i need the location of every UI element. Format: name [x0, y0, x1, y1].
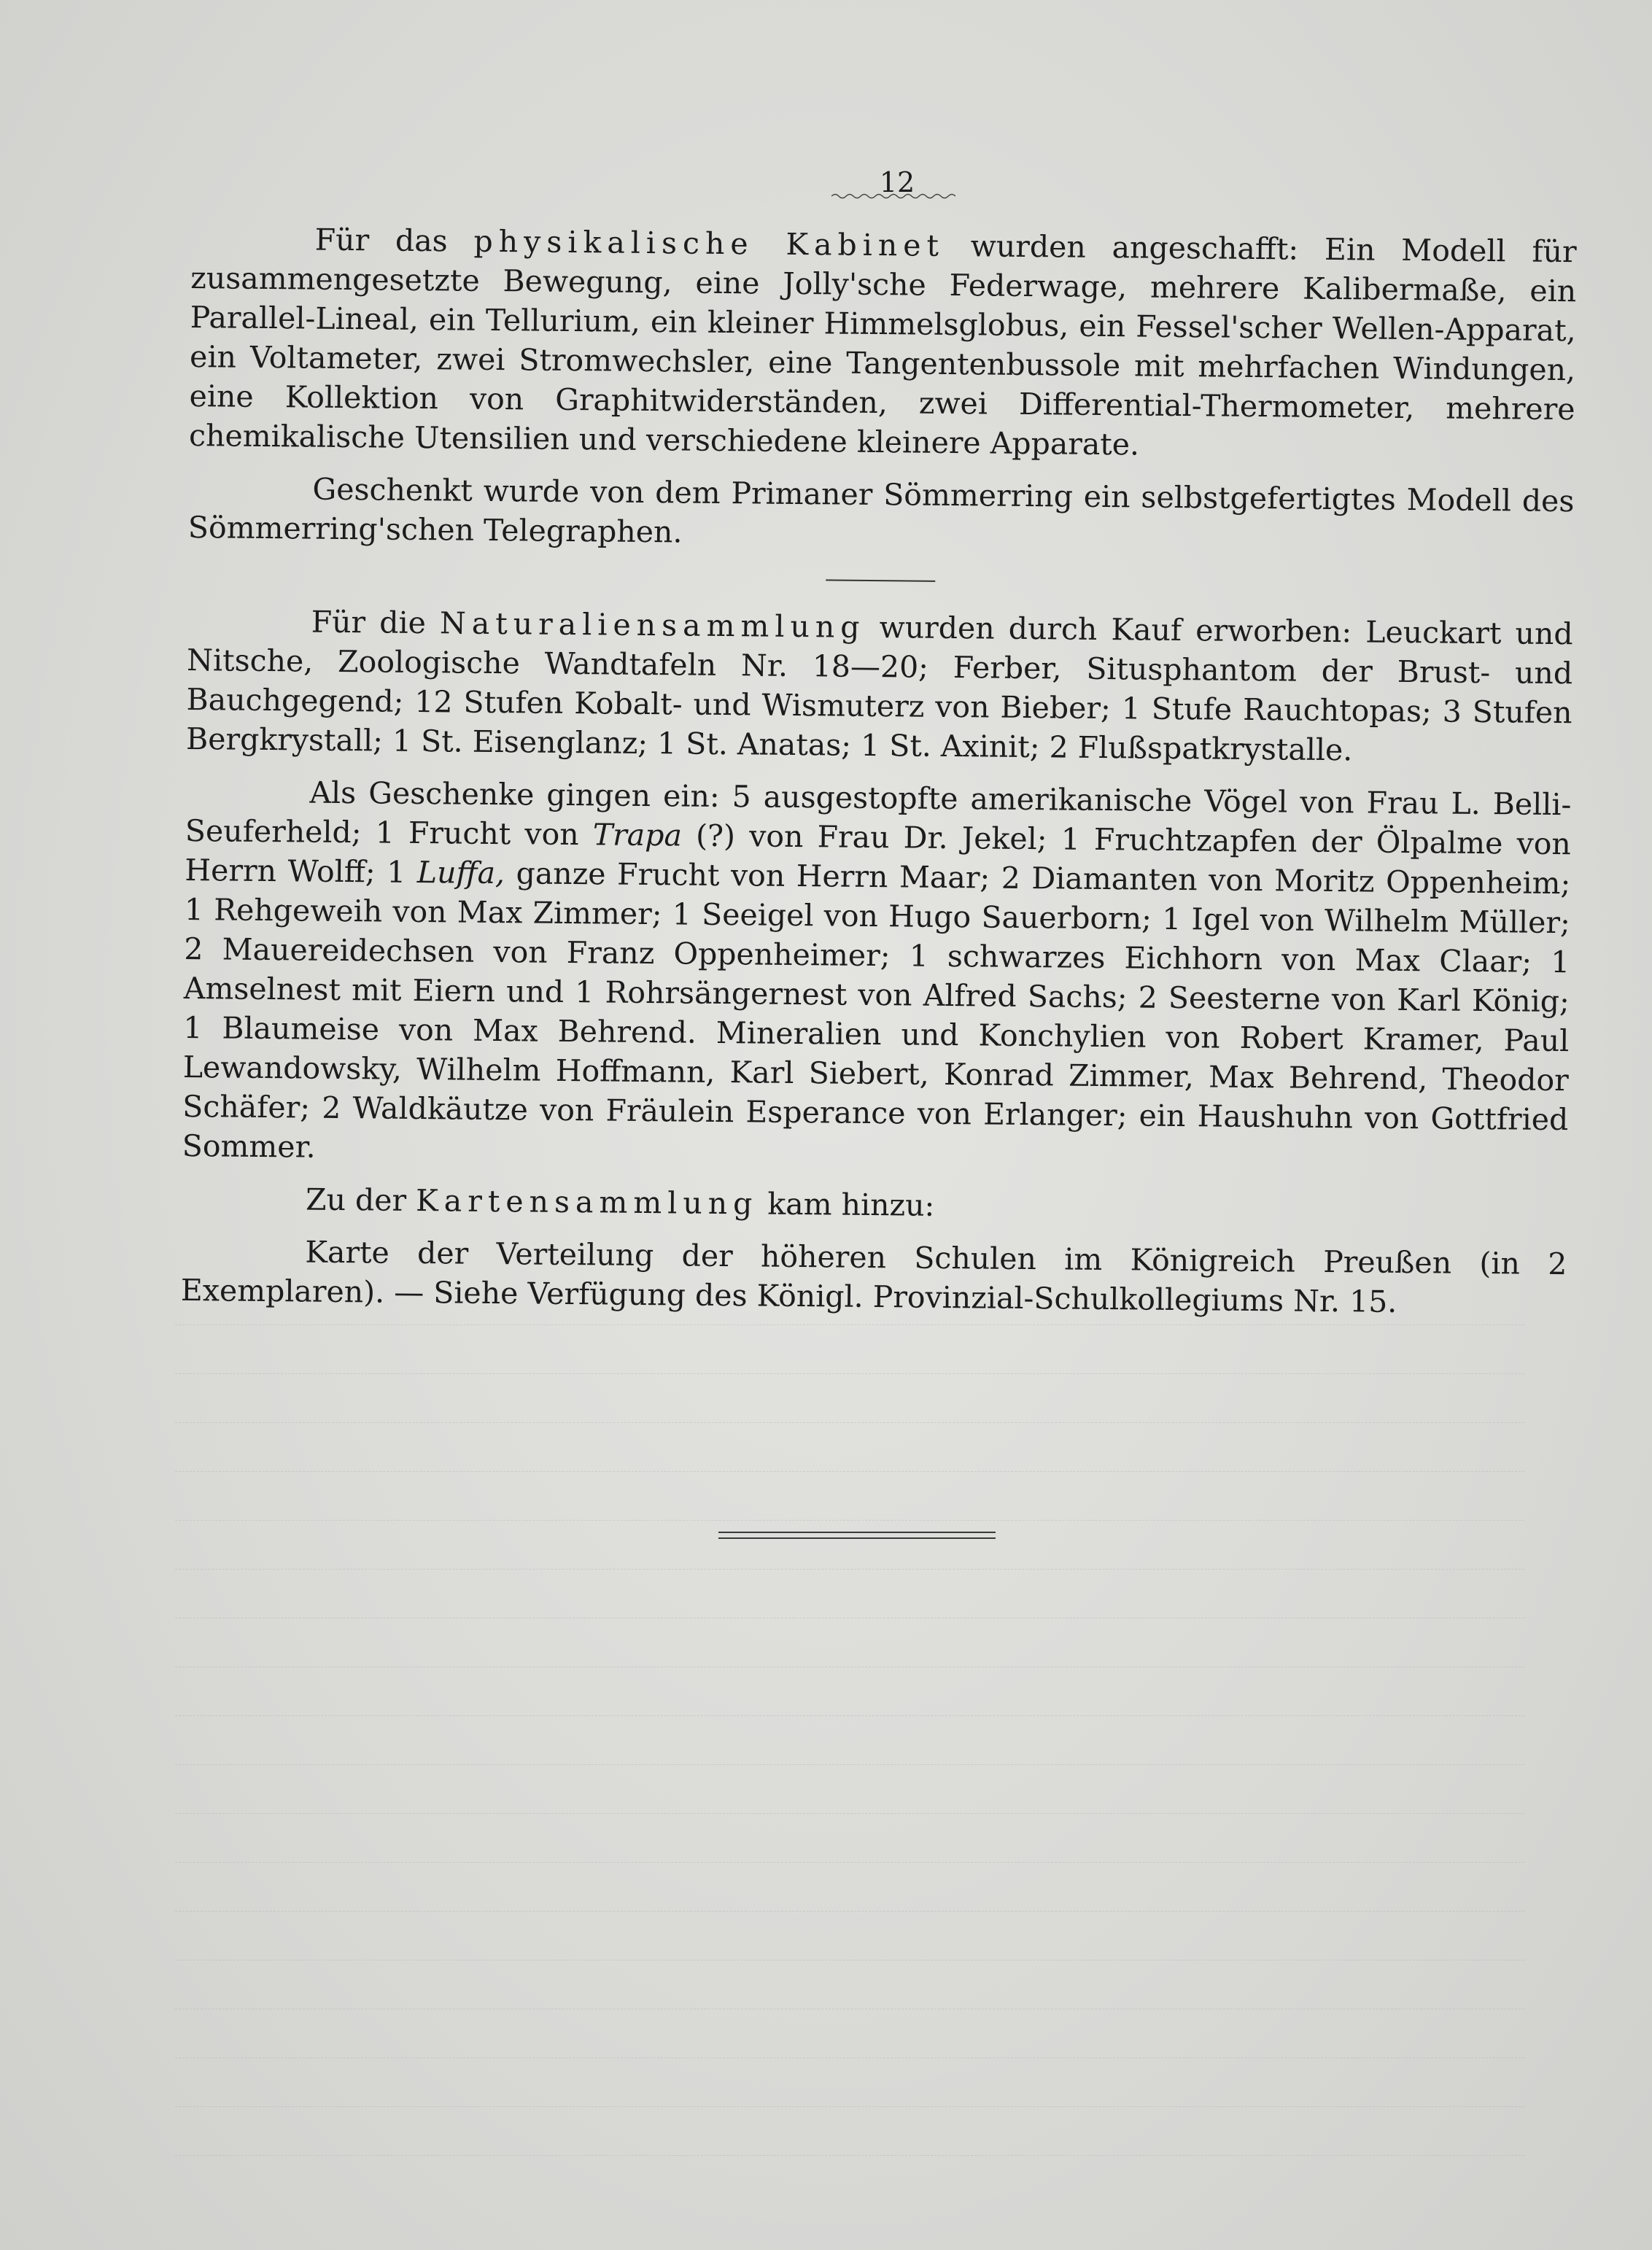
text: Für das — [314, 222, 448, 259]
spaced-heading: Naturaliensammlung — [439, 605, 866, 645]
text: kam hinzu: — [758, 1186, 935, 1223]
paragraph-geschenk-telegraph: Geschenkt wurde von dem Primaner Sömmerring ein selbstgefertigtes Modell des Sömmerring'schen Telegraphen. — [187, 471, 1575, 550]
italic-species: Luffa, — [416, 855, 505, 891]
paragraph-karte: Karte der Verteilung der höheren Schulen im Königreich Preußen (in 2 Exemplaren). — Siehe Verfügung des Königl. Provinzial-Schulkollegiums Nr. 15. — [180, 1234, 1567, 1319]
text: ganze Frucht von Herrn Maar; 2 Diamanten von Moritz Oppenheim; 1 Rehgeweih von Max Zimmer; 1 Seeigel von Hugo Sauerborn; 1 Igel von Wilhelm Müller; 2 Mauereidechsen von Franz Oppenheimer; 1 schwarzes Eichhorn von Max Claar; 1 Amselnest mit Eiern und 1 Rohrsängernest von Alfred Sachs; 2 Seesterne von Karl König; 1 Blaumeise von Max Behrend. Mineralien und Konchylien von Robert Kramer, Paul Lewandowsky, Wilhelm Hoffmann, Karl Siebert, Konrad Zimmer, Max Behrend, Theodor Schäfer; 2 Waldkäutze von Fräulein Esperance von Erlanger; ein Haushuhn von Gottfried Sommer. — [182, 856, 1571, 1165]
paragraph-physik-kabinet — [189, 219, 1577, 468]
text: wurden angeschafft: Ein Modell für zusammengesetzte Bewegung, eine Jolly'sche Federwage, mehrere Kalibermaße, ein Parallel-Lineal, ein Tellurium, ein kleiner Himmelsglobus, ein Fessel'scher Wellen-Apparat, ein Voltameter, zwei Stromwechsler, eine Tangentenbussole mit mehrfachen Windungen, eine Kollektion von Graphitwiderständen, zwei Differential-Thermometer, mehrere chemikalische Utensilien und verschiedene kleinere Apparate. — [188, 228, 1577, 462]
page-number: 12 — [879, 166, 915, 198]
spaced-heading: physikalische Kabinet — [473, 223, 945, 263]
paragraph-naturaliensammlung — [186, 601, 1573, 772]
section-divider — [826, 579, 935, 581]
paragraph-geschenke — [182, 772, 1572, 1179]
page-number-ornament — [831, 191, 955, 201]
text: (?) von Frau Dr. Jekel; 1 Fruchtzapfen der Ölpalme von Herrn Wolff; 1 — [185, 818, 1572, 891]
show-through-text — [175, 1284, 1524, 2163]
italic-species: Trapa — [592, 817, 683, 853]
text: Zu der — [305, 1182, 407, 1218]
text: wurden durch Kauf erworben: Leuckart und Nitsche, Zoologische Wandtafeln Nr. 18—20; Ferber, Situsphantom der Brust- und Bauchgegend; 12 Stufen Kobalt- und Wismuterz von Bieber; 1 Stufe Rauchtopas; 3 Stufen Bergkrystall; 1 St. Eisenglanz; 1 St. Anatas; 1 St. Axinit; 2 Flußspatkrystalle. — [185, 609, 1573, 768]
page-body — [180, 219, 1576, 1336]
spaced-heading: Kartensammlung — [415, 1183, 759, 1222]
text: Als Geschenke gingen ein: 5 ausgestopfte amerikanische Vögel von Frau L. Belli-Seuferheld; 1 Frucht von — [185, 775, 1572, 853]
end-double-rule — [718, 1532, 996, 1543]
paragraph-kartensammlung — [182, 1179, 1567, 1231]
text: Für die — [311, 604, 427, 641]
